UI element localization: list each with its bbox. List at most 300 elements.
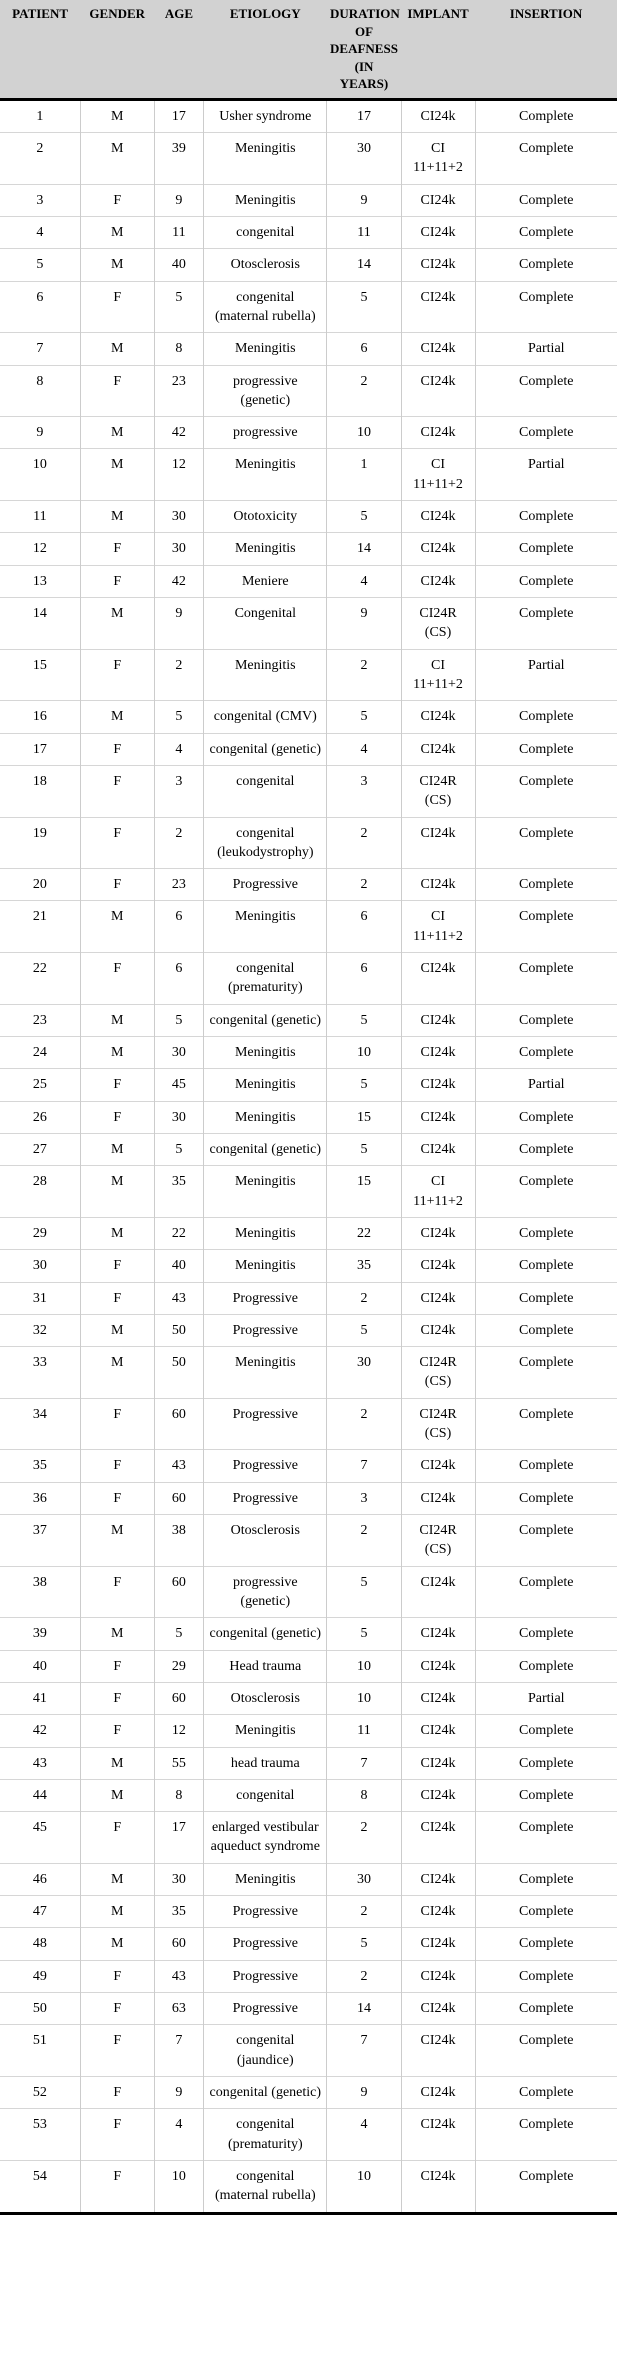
table-cell: CI24k [401, 1566, 475, 1618]
table-cell: 60 [154, 1928, 203, 1960]
table-cell: 35 [154, 1896, 203, 1928]
table-cell: Complete [475, 1812, 617, 1864]
table-cell: CI24k [401, 1314, 475, 1346]
table-cell: 9 [0, 417, 80, 449]
table-cell: 60 [154, 1566, 203, 1618]
table-cell: congenital (prematurity) [204, 2109, 327, 2161]
table-cell: CI 11+11+2 [401, 133, 475, 185]
table-cell: 42 [0, 1715, 80, 1747]
table-cell: F [80, 2025, 154, 2077]
table-cell: CI24k [401, 1482, 475, 1514]
table-cell: Usher syndrome [204, 99, 327, 132]
table-cell: 19 [0, 817, 80, 869]
table-row [0, 1282, 617, 1314]
table-cell: M [80, 249, 154, 281]
table-row [0, 2076, 617, 2108]
table-row [0, 333, 617, 365]
table-cell: 4 [0, 216, 80, 248]
table-cell: Otosclerosis [204, 1515, 327, 1567]
table-cell: 60 [154, 1482, 203, 1514]
column-header: GENDER [80, 0, 154, 99]
table-cell: Complete [475, 1282, 617, 1314]
table-cell: Complete [475, 1515, 617, 1567]
table-cell: 35 [154, 1166, 203, 1218]
table-cell: 41 [0, 1682, 80, 1714]
table-cell: 26 [0, 1101, 80, 1133]
table-cell: 53 [0, 2109, 80, 2161]
table-cell: 6 [327, 953, 401, 1005]
table-cell: 5 [154, 281, 203, 333]
table-cell: 10 [327, 1650, 401, 1682]
table-cell: F [80, 184, 154, 216]
table-cell: Complete [475, 1650, 617, 1682]
table-cell: 9 [154, 598, 203, 650]
table-cell: 10 [154, 2160, 203, 2213]
table-row [0, 1747, 617, 1779]
table-cell: CI 11+11+2 [401, 649, 475, 701]
table-cell: CI24k [401, 184, 475, 216]
table-cell: Complete [475, 953, 617, 1005]
table-cell: 10 [327, 1682, 401, 1714]
table-cell: CI24k [401, 417, 475, 449]
table-cell: Meningitis [204, 184, 327, 216]
table-cell: 2 [327, 1282, 401, 1314]
table-row [0, 1863, 617, 1895]
table-cell: CI24k [401, 701, 475, 733]
table-cell: congenital (prematurity) [204, 953, 327, 1005]
table-cell: 8 [327, 1779, 401, 1811]
table-cell: CI24k [401, 1037, 475, 1069]
table-row [0, 1069, 617, 1101]
table-cell: F [80, 1450, 154, 1482]
table-cell: Complete [475, 2025, 617, 2077]
table-cell: congenital (maternal rubella) [204, 2160, 327, 2213]
table-cell: M [80, 1515, 154, 1567]
table-cell: CI24k [401, 565, 475, 597]
table-cell: Complete [475, 565, 617, 597]
table-cell: Complete [475, 901, 617, 953]
table-cell: Complete [475, 1960, 617, 1992]
table-cell: 42 [154, 417, 203, 449]
table-cell: progressive (genetic) [204, 365, 327, 417]
column-header: AGE [154, 0, 203, 99]
table-cell: Meningitis [204, 133, 327, 185]
table-cell: Complete [475, 733, 617, 765]
table-cell: congenital (genetic) [204, 2076, 327, 2108]
table-cell: Partial [475, 1682, 617, 1714]
table-cell: 3 [0, 184, 80, 216]
table-cell: CI24k [401, 1960, 475, 1992]
table-cell: 47 [0, 1896, 80, 1928]
table-cell: Head trauma [204, 1650, 327, 1682]
table-cell: CI24k [401, 1282, 475, 1314]
table-cell: 30 [154, 1101, 203, 1133]
table-cell: Progressive [204, 1450, 327, 1482]
table-cell: 30 [327, 1863, 401, 1895]
table-row [0, 817, 617, 869]
table-row [0, 1566, 617, 1618]
table-cell: F [80, 765, 154, 817]
table-row [0, 2160, 617, 2213]
table-cell: 4 [154, 2109, 203, 2161]
table-cell: Meningitis [204, 1069, 327, 1101]
table-cell: M [80, 216, 154, 248]
table-cell: F [80, 1282, 154, 1314]
table-cell: 12 [154, 1715, 203, 1747]
table-cell: CI24k [401, 1650, 475, 1682]
table-cell: 17 [0, 733, 80, 765]
table-cell: CI24k [401, 99, 475, 132]
table-cell: M [80, 99, 154, 132]
table-cell: 9 [327, 598, 401, 650]
table-cell: Ototoxicity [204, 501, 327, 533]
table-body [0, 99, 617, 2213]
table-row [0, 1618, 617, 1650]
table-cell: 15 [327, 1166, 401, 1218]
table-cell: 31 [0, 1282, 80, 1314]
table-cell: 28 [0, 1166, 80, 1218]
table-cell: CI 11+11+2 [401, 1166, 475, 1218]
table-row [0, 1133, 617, 1165]
table-cell: M [80, 1133, 154, 1165]
table-cell: 43 [154, 1282, 203, 1314]
table-cell: M [80, 417, 154, 449]
table-cell: F [80, 649, 154, 701]
column-header: IMPLANT [401, 0, 475, 99]
table-cell: CI24k [401, 1004, 475, 1036]
table-cell: 43 [154, 1450, 203, 1482]
table-cell: 17 [154, 99, 203, 132]
table-cell: Complete [475, 2076, 617, 2108]
table-cell: Complete [475, 281, 617, 333]
table-cell: Complete [475, 365, 617, 417]
table-cell: 23 [154, 365, 203, 417]
table-cell: 4 [327, 733, 401, 765]
table-cell: 43 [0, 1747, 80, 1779]
table-cell: 14 [327, 533, 401, 565]
column-header: DURATION OF DEAFNESS (IN YEARS) [327, 0, 401, 99]
table-cell: 14 [0, 598, 80, 650]
table-cell: 38 [0, 1566, 80, 1618]
table-cell: CI24k [401, 216, 475, 248]
table-cell: CI24k [401, 1928, 475, 1960]
table-cell: CI24k [401, 1217, 475, 1249]
table-cell: M [80, 598, 154, 650]
table-cell: 54 [0, 2160, 80, 2213]
table-cell: 12 [0, 533, 80, 565]
table-row [0, 1812, 617, 1864]
table-cell: 20 [0, 869, 80, 901]
table-cell: 30 [0, 1250, 80, 1282]
table-cell: M [80, 501, 154, 533]
table-cell: 5 [327, 1069, 401, 1101]
table-cell: Complete [475, 817, 617, 869]
table-row [0, 565, 617, 597]
table-cell: 45 [154, 1069, 203, 1101]
table-cell: 5 [327, 501, 401, 533]
table-cell: M [80, 449, 154, 501]
table-cell: Complete [475, 1747, 617, 1779]
table-cell: F [80, 1812, 154, 1864]
table-cell: CI24k [401, 1450, 475, 1482]
table-cell: Complete [475, 869, 617, 901]
table-cell: Complete [475, 1166, 617, 1218]
table-cell: congenital [204, 765, 327, 817]
table-row [0, 184, 617, 216]
table-cell: M [80, 1037, 154, 1069]
table-cell: Progressive [204, 1482, 327, 1514]
table-cell: M [80, 1004, 154, 1036]
header-row [0, 0, 617, 99]
table-cell: 5 [327, 1928, 401, 1960]
table-cell: 5 [154, 1133, 203, 1165]
table-cell: 2 [327, 649, 401, 701]
table-row [0, 133, 617, 185]
table-cell: 5 [327, 1133, 401, 1165]
table-cell: 5 [0, 249, 80, 281]
table-cell: Progressive [204, 869, 327, 901]
table-cell: F [80, 1960, 154, 1992]
table-cell: Meniere [204, 565, 327, 597]
table-cell: 22 [0, 953, 80, 1005]
table-cell: 11 [327, 1715, 401, 1747]
table-row [0, 1166, 617, 1218]
table-cell: Complete [475, 1217, 617, 1249]
table-cell: Meningitis [204, 1037, 327, 1069]
table-cell: 30 [154, 501, 203, 533]
table-cell: 9 [327, 2076, 401, 2108]
table-row [0, 1250, 617, 1282]
table-cell: Partial [475, 449, 617, 501]
table-cell: 23 [154, 869, 203, 901]
table-cell: M [80, 1747, 154, 1779]
table-cell: 30 [154, 1037, 203, 1069]
table-cell: congenital (CMV) [204, 701, 327, 733]
table-cell: 55 [154, 1747, 203, 1779]
table-cell: 50 [0, 1993, 80, 2025]
table-cell: 5 [327, 1618, 401, 1650]
table-cell: 48 [0, 1928, 80, 1960]
table-cell: 5 [154, 701, 203, 733]
table-cell: 52 [0, 2076, 80, 2108]
table-cell: Complete [475, 99, 617, 132]
table-cell: Progressive [204, 1993, 327, 2025]
table-cell: 18 [0, 765, 80, 817]
table-cell: 7 [327, 1747, 401, 1779]
table-cell: progressive (genetic) [204, 1566, 327, 1618]
table-cell: Progressive [204, 1960, 327, 1992]
table-cell: 33 [0, 1347, 80, 1399]
table-cell: 43 [154, 1960, 203, 1992]
table-cell: CI24k [401, 1250, 475, 1282]
table-cell: 49 [0, 1960, 80, 1992]
table-cell: CI24k [401, 333, 475, 365]
table-cell: progressive [204, 417, 327, 449]
table-cell: Meningitis [204, 1347, 327, 1399]
table-row [0, 1896, 617, 1928]
table-cell: congenital [204, 216, 327, 248]
table-cell: Complete [475, 1347, 617, 1399]
table-cell: F [80, 1566, 154, 1618]
table-cell: 10 [327, 2160, 401, 2213]
table-cell: M [80, 1314, 154, 1346]
table-cell: 9 [154, 2076, 203, 2108]
table-cell: Partial [475, 649, 617, 701]
table-cell: M [80, 1863, 154, 1895]
table-cell: CI24k [401, 1747, 475, 1779]
table-row [0, 733, 617, 765]
table-cell: 16 [0, 701, 80, 733]
table-cell: 40 [154, 249, 203, 281]
table-row [0, 2109, 617, 2161]
table-row [0, 953, 617, 1005]
table-cell: 35 [0, 1450, 80, 1482]
table-cell: Otosclerosis [204, 249, 327, 281]
table-cell: 40 [0, 1650, 80, 1682]
table-row [0, 1928, 617, 1960]
table-header [0, 0, 617, 99]
table-cell: Complete [475, 1896, 617, 1928]
table-cell: CI 11+11+2 [401, 449, 475, 501]
table-row [0, 1960, 617, 1992]
table-cell: CI24k [401, 1069, 475, 1101]
table-cell: 8 [0, 365, 80, 417]
table-cell: CI24R (CS) [401, 1398, 475, 1450]
table-cell: 6 [327, 901, 401, 953]
table-cell: 42 [154, 565, 203, 597]
table-row [0, 649, 617, 701]
table-row [0, 1682, 617, 1714]
table-cell: F [80, 1101, 154, 1133]
table-cell: 11 [327, 216, 401, 248]
table-cell: CI24R (CS) [401, 1347, 475, 1399]
table-cell: 3 [154, 765, 203, 817]
table-cell: CI24R (CS) [401, 598, 475, 650]
table-cell: 5 [154, 1618, 203, 1650]
table-cell: Complete [475, 184, 617, 216]
table-cell: Meningitis [204, 1217, 327, 1249]
table-cell: CI24k [401, 281, 475, 333]
table-cell: Complete [475, 1037, 617, 1069]
table-cell: 1 [327, 449, 401, 501]
table-cell: 6 [0, 281, 80, 333]
table-cell: CI24k [401, 817, 475, 869]
table-cell: CI24k [401, 2109, 475, 2161]
table-cell: CI24k [401, 533, 475, 565]
table-cell: Complete [475, 133, 617, 185]
table-cell: F [80, 1650, 154, 1682]
table-row [0, 1993, 617, 2025]
table-cell: 10 [0, 449, 80, 501]
table-row [0, 1101, 617, 1133]
table-cell: Complete [475, 1863, 617, 1895]
table-cell: F [80, 1482, 154, 1514]
table-cell: 30 [327, 1347, 401, 1399]
table-cell: 63 [154, 1993, 203, 2025]
table-cell: 14 [327, 1993, 401, 2025]
column-header: INSERTION [475, 0, 617, 99]
table-cell: CI24k [401, 1779, 475, 1811]
table-row [0, 216, 617, 248]
table-cell: Complete [475, 501, 617, 533]
table-cell: 9 [327, 184, 401, 216]
table-row [0, 417, 617, 449]
table-row [0, 2025, 617, 2077]
table-cell: 44 [0, 1779, 80, 1811]
table-cell: CI24k [401, 1101, 475, 1133]
table-cell: F [80, 1993, 154, 2025]
table-row [0, 1650, 617, 1682]
table-cell: M [80, 1779, 154, 1811]
table-cell: 15 [0, 649, 80, 701]
table-row [0, 1314, 617, 1346]
table-cell: 39 [0, 1618, 80, 1650]
table-cell: Complete [475, 1715, 617, 1747]
table-cell: 30 [154, 1863, 203, 1895]
table-cell: Complete [475, 1993, 617, 2025]
table-cell: Complete [475, 216, 617, 248]
table-cell: Meningitis [204, 449, 327, 501]
table-cell: F [80, 1250, 154, 1282]
table-cell: Partial [475, 1069, 617, 1101]
table-row [0, 1450, 617, 1482]
table-cell: F [80, 281, 154, 333]
table-cell: Meningitis [204, 333, 327, 365]
table-row [0, 449, 617, 501]
table-cell: 46 [0, 1863, 80, 1895]
table-cell: CI24k [401, 2076, 475, 2108]
table-row [0, 765, 617, 817]
table-cell: 15 [327, 1101, 401, 1133]
table-cell: 2 [327, 1812, 401, 1864]
table-cell: 50 [154, 1347, 203, 1399]
table-cell: M [80, 701, 154, 733]
table-cell: 29 [154, 1650, 203, 1682]
table-cell: 7 [154, 2025, 203, 2077]
table-cell: Meningitis [204, 901, 327, 953]
table-cell: CI24R (CS) [401, 1515, 475, 1567]
table-cell: 5 [154, 1004, 203, 1036]
table-cell: Meningitis [204, 1166, 327, 1218]
table-cell: 14 [327, 249, 401, 281]
table-cell: 2 [327, 1515, 401, 1567]
table-cell: Meningitis [204, 1715, 327, 1747]
table-cell: CI24k [401, 953, 475, 1005]
table-cell: 2 [327, 869, 401, 901]
table-cell: 27 [0, 1133, 80, 1165]
table-cell: CI24k [401, 1682, 475, 1714]
table-cell: CI24k [401, 1812, 475, 1864]
table-cell: CI24k [401, 733, 475, 765]
table-cell: M [80, 901, 154, 953]
table-cell: Complete [475, 2109, 617, 2161]
table-cell: Complete [475, 2160, 617, 2213]
table-row [0, 281, 617, 333]
table-cell: Progressive [204, 1928, 327, 1960]
table-cell: Complete [475, 1928, 617, 1960]
table-cell: 5 [327, 1314, 401, 1346]
table-cell: CI24k [401, 1863, 475, 1895]
table-row [0, 1482, 617, 1514]
table-cell: 2 [154, 817, 203, 869]
table-cell: 2 [327, 1398, 401, 1450]
table-cell: 60 [154, 1398, 203, 1450]
table-cell: M [80, 1896, 154, 1928]
table-cell: 50 [154, 1314, 203, 1346]
table-cell: 11 [0, 501, 80, 533]
table-cell: 6 [327, 333, 401, 365]
table-cell: 25 [0, 1069, 80, 1101]
